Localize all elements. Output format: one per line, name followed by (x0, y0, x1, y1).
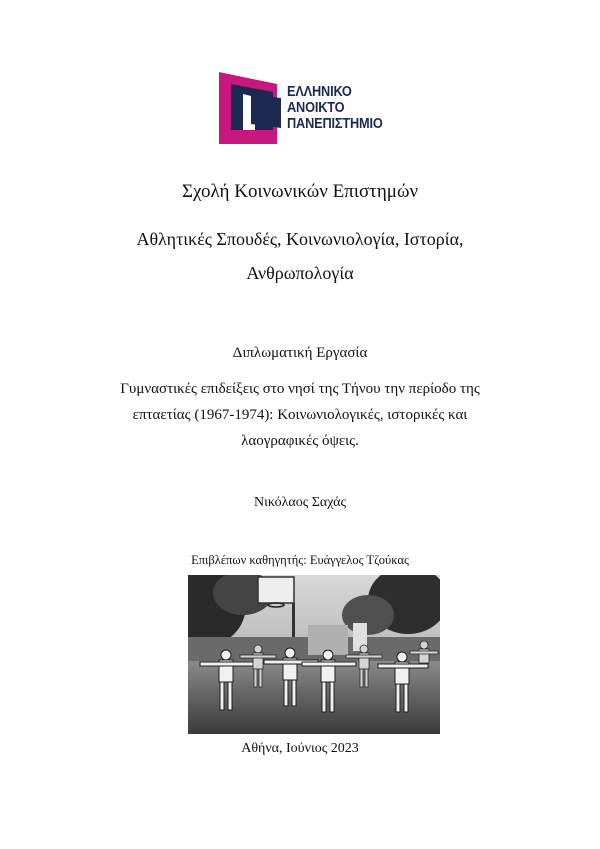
supervisor-label: Επιβλέπων καθηγητής: (191, 553, 307, 567)
author-name: Νικόλαος Σαχάς (253, 495, 347, 510)
logo-line-1: ΕΛΛΗΝΙΚΟ (287, 84, 352, 100)
programs-line-1: Αθλητικές Σπουδές, Κοινωνιολογία, Ιστορία, (136, 229, 464, 249)
university-logo (215, 70, 415, 146)
open-book-logo-icon (215, 70, 287, 144)
thesis-title-line-2: επταετίας (1967-1974): Κοινωνιολογικές, ιστορικές και (132, 407, 468, 423)
supervisor-line (0, 553, 600, 568)
logo-line-3: ΠΑΝΕΠΙΣΤΗΜΙΟ (287, 116, 383, 132)
gymnastics-photo-icon (188, 575, 440, 734)
thesis-title (0, 376, 600, 454)
place-date: Αθήνα, Ιούνιος 2023 (241, 741, 359, 756)
thesis-title-line-3: λαογραφικές όψεις. (241, 433, 359, 449)
programs-line-2: Ανθρωπολογία (246, 263, 354, 283)
supervisor-name: Ευάγγελος Τζούκας (309, 553, 409, 567)
logo-line-2: ΑΝΟΙΚΤΟ (287, 100, 345, 116)
school-name: Σχολή Κοινωνικών Επιστημών (181, 181, 419, 202)
programs-block (0, 222, 600, 290)
thesis-label: Διπλωματική Εργασία (232, 345, 368, 361)
logo-wordmark (287, 84, 383, 132)
cover-photo (188, 575, 440, 734)
thesis-title-line-1: Γυμναστικές επιδείξεις στο νησί της Τήνου την περίοδο της (120, 381, 480, 397)
